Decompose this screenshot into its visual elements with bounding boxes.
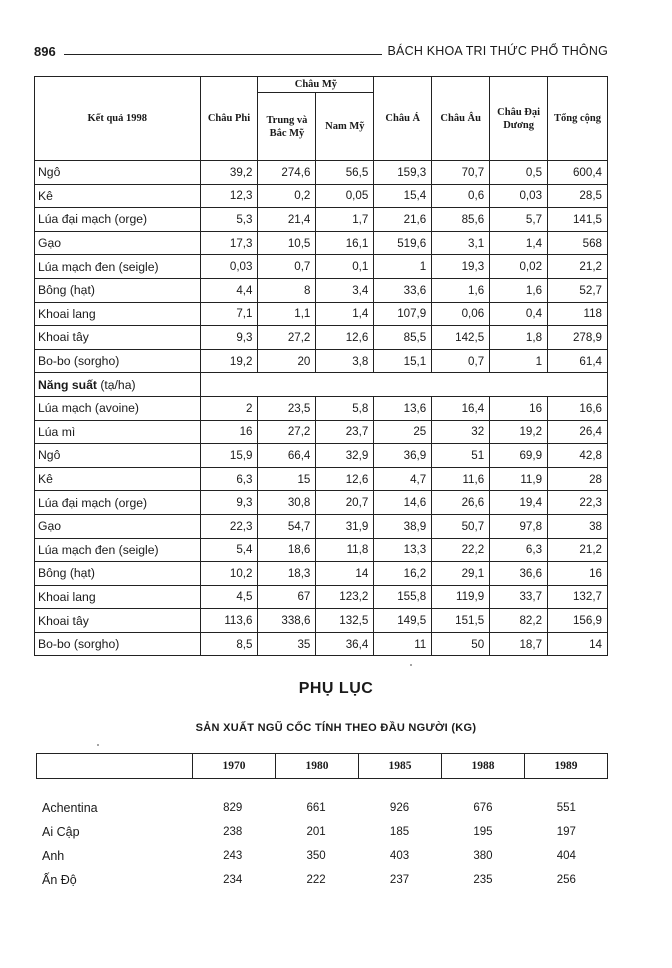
table-cell: 14,6 xyxy=(374,491,432,515)
table-cell: 132,7 xyxy=(548,585,608,609)
row-label: Bo-bo (sorgho) xyxy=(35,632,201,656)
table-cell: 12,3 xyxy=(200,184,258,208)
table-cell: 155,8 xyxy=(374,585,432,609)
section-title: Năng suất xyxy=(38,377,97,392)
table-cell: 9,3 xyxy=(200,326,258,350)
year-header: 1985 xyxy=(359,754,442,778)
row-label: Bông (hạt) xyxy=(35,278,201,302)
table-row xyxy=(35,444,608,468)
appendix-subtitle: SẢN XUẤT NGŨ CỐC TÍNH THEO ĐẦU NGƯỜI (KG) xyxy=(195,722,477,734)
table-cell: 119,9 xyxy=(432,585,490,609)
table-row xyxy=(35,208,608,232)
table-cell: 15,9 xyxy=(200,444,258,468)
table-cell: 33,6 xyxy=(374,278,432,302)
table-cell: 33,7 xyxy=(490,585,548,609)
row-label: Bo-bo (sorgho) xyxy=(35,349,201,373)
year-header: 1988 xyxy=(442,754,525,778)
col-header: Trung và Bắc Mỹ xyxy=(258,93,316,161)
table-cell: 2 xyxy=(200,396,258,420)
table-cell: 142,5 xyxy=(432,326,490,350)
table-cell: 26,6 xyxy=(432,491,490,515)
table-cell: 0,1 xyxy=(316,255,374,279)
table-row xyxy=(35,562,608,586)
table-cell: 278,9 xyxy=(548,326,608,350)
table-cell: 0,05 xyxy=(316,184,374,208)
table-cell: 28 xyxy=(548,467,608,491)
row-label: Lúa đại mạch (orge) xyxy=(35,491,201,515)
table-cell: 18,3 xyxy=(258,562,316,586)
table-cell: 16 xyxy=(200,420,258,444)
row-label: Lúa mạch (avoine) xyxy=(35,396,201,420)
table-row xyxy=(35,302,608,326)
table-cell: 21,4 xyxy=(258,208,316,232)
per-capita-value: 222 xyxy=(306,874,326,886)
table-cell: 0,06 xyxy=(432,302,490,326)
country-name: Anh xyxy=(42,849,65,863)
row-label: Lúa mạch đen (seigle) xyxy=(35,255,201,279)
table-cell: 26,4 xyxy=(548,420,608,444)
country-name: Ai Cập xyxy=(42,825,80,839)
table-cell: 5,7 xyxy=(490,208,548,232)
table-cell: 21,6 xyxy=(374,208,432,232)
table-cell: 568 xyxy=(548,231,608,255)
section-unit: (tạ/ha) xyxy=(100,377,136,392)
table-cell: 61,4 xyxy=(548,349,608,373)
table-cell: 50 xyxy=(432,632,490,656)
table-cell: 0,03 xyxy=(200,255,258,279)
table-cell: 0,7 xyxy=(258,255,316,279)
table-cell: 27,2 xyxy=(258,326,316,350)
table-cell: 118 xyxy=(548,302,608,326)
table-cell: 54,7 xyxy=(258,514,316,538)
table-cell: 16,4 xyxy=(432,396,490,420)
table-cell: 0,2 xyxy=(258,184,316,208)
table-cell: 16,6 xyxy=(548,396,608,420)
table-cell: 6,3 xyxy=(200,467,258,491)
table-cell: 123,2 xyxy=(316,585,374,609)
table-cell: 52,7 xyxy=(548,278,608,302)
table-cell: 1 xyxy=(490,349,548,373)
table-cell: 156,9 xyxy=(548,609,608,633)
table-cell: 8 xyxy=(258,278,316,302)
table-cell: 85,5 xyxy=(374,326,432,350)
table-cell: 36,4 xyxy=(316,632,374,656)
table-cell: 11,6 xyxy=(432,467,490,491)
table-cell: 70,7 xyxy=(432,161,490,185)
per-capita-value: 403 xyxy=(389,850,410,862)
row-label: Kê xyxy=(35,467,201,491)
table-cell: 14 xyxy=(548,632,608,656)
page-number: 896 xyxy=(34,44,56,59)
table-cell: 19,2 xyxy=(490,420,548,444)
table-cell: 12,6 xyxy=(316,467,374,491)
per-capita-value: 404 xyxy=(556,850,576,862)
table-row xyxy=(35,420,608,444)
table-cell: 18,6 xyxy=(258,538,316,562)
table-cell: 85,6 xyxy=(432,208,490,232)
table-row xyxy=(35,467,608,491)
year-header: 1989 xyxy=(554,760,578,772)
col-header: Châu Phi xyxy=(200,77,258,161)
speck xyxy=(410,664,412,666)
table-cell: 15,4 xyxy=(374,184,432,208)
table-cell: 22,2 xyxy=(432,538,490,562)
per-capita-value: 350 xyxy=(306,850,326,862)
table-cell: 1,4 xyxy=(316,302,374,326)
table-cell: 5,8 xyxy=(316,396,374,420)
table-cell: 9,3 xyxy=(200,491,258,515)
table-cell: 519,6 xyxy=(374,231,432,255)
table-cell: 1,1 xyxy=(258,302,316,326)
table-cell: 17,3 xyxy=(200,231,258,255)
row-label: Lúa mạch đen (seigle) xyxy=(35,538,201,562)
table-cell: 19,4 xyxy=(490,491,548,515)
table-cell: 20,7 xyxy=(316,491,374,515)
results-table xyxy=(34,76,608,656)
per-capita-value: 235 xyxy=(473,874,493,886)
row-label: Khoai lang xyxy=(35,585,201,609)
table-cell: 10,2 xyxy=(200,562,258,586)
table-cell: 113,6 xyxy=(200,609,258,633)
table-cell: 21,2 xyxy=(548,255,608,279)
book-title: BÁCH KHOA TRI THỨC PHỔ THÔNG xyxy=(387,44,608,58)
table-cell: 0,5 xyxy=(490,161,548,185)
table-cell: 5,3 xyxy=(200,208,258,232)
year-header-blank xyxy=(37,754,193,778)
table-cell: 0,4 xyxy=(490,302,548,326)
country-name: Achentina xyxy=(42,801,98,815)
table-cell: 338,6 xyxy=(258,609,316,633)
table-cell: 28,5 xyxy=(548,184,608,208)
section-spacer xyxy=(200,373,607,397)
per-capita-value: 234 xyxy=(223,874,243,886)
table-cell: 19,3 xyxy=(432,255,490,279)
table-cell: 51 xyxy=(432,444,490,468)
row-label: Gạo xyxy=(35,514,201,538)
list-item xyxy=(36,820,608,844)
table-cell: 38,9 xyxy=(374,514,432,538)
list-item xyxy=(36,796,608,820)
table-cell: 6,3 xyxy=(490,538,548,562)
table-cell: 0,02 xyxy=(490,255,548,279)
table-cell: 16 xyxy=(548,562,608,586)
table-cell: 36,9 xyxy=(374,444,432,468)
table-cell: 22,3 xyxy=(548,491,608,515)
table-cell: 66,4 xyxy=(258,444,316,468)
per-capita-value: 829 xyxy=(223,802,243,814)
row-label: Gạo xyxy=(35,231,201,255)
col-header: Tổng cộng xyxy=(548,77,608,161)
table-cell: 27,2 xyxy=(258,420,316,444)
page-header xyxy=(34,44,608,64)
table-cell: 151,5 xyxy=(432,609,490,633)
table-cell: 600,4 xyxy=(548,161,608,185)
table-cell: 32 xyxy=(432,420,490,444)
per-capita-value: 551 xyxy=(556,802,576,814)
table-cell: 13,3 xyxy=(374,538,432,562)
table-row xyxy=(35,255,608,279)
header-rule xyxy=(64,54,382,55)
table-cell: 30,8 xyxy=(258,491,316,515)
table-cell: 32,9 xyxy=(316,444,374,468)
col-header: Châu Âu xyxy=(432,77,490,161)
per-capita-value: 237 xyxy=(389,874,410,886)
table-cell: 132,5 xyxy=(316,609,374,633)
table-cell: 1,6 xyxy=(432,278,490,302)
year-header: 1970 xyxy=(193,754,276,778)
table-cell: 10,5 xyxy=(258,231,316,255)
table-cell: 107,9 xyxy=(374,302,432,326)
table-row xyxy=(35,491,608,515)
table-cell: 21,2 xyxy=(548,538,608,562)
list-item xyxy=(36,868,608,892)
table-row xyxy=(35,585,608,609)
table-cell: 67 xyxy=(258,585,316,609)
table-cell: 23,5 xyxy=(258,396,316,420)
row-label: Khoai lang xyxy=(35,302,201,326)
yield-section xyxy=(35,373,608,397)
per-capita-value: 243 xyxy=(223,850,243,862)
group-header: Châu Mỹ xyxy=(258,77,374,93)
table-cell: 23,7 xyxy=(316,420,374,444)
list-item xyxy=(36,844,608,868)
table-cell: 97,8 xyxy=(490,514,548,538)
col-header: Châu Đại Dương xyxy=(490,77,548,161)
row-label: Ngô xyxy=(35,444,201,468)
table-cell: 31,9 xyxy=(316,514,374,538)
row-label: Lúa mì xyxy=(35,420,201,444)
table-cell: 0,6 xyxy=(432,184,490,208)
table-cell: 149,5 xyxy=(374,609,432,633)
corner-header: Kết quả 1998 xyxy=(35,77,201,161)
production-rows xyxy=(35,161,608,373)
row-label: Bông (hạt) xyxy=(35,562,201,586)
per-capita-value: 197 xyxy=(556,826,576,838)
table-cell: 56,5 xyxy=(316,161,374,185)
per-capita-value: 926 xyxy=(389,802,410,814)
table-cell: 3,1 xyxy=(432,231,490,255)
table-cell: 1,7 xyxy=(316,208,374,232)
per-capita-value: 195 xyxy=(473,826,493,838)
table-cell: 1 xyxy=(374,255,432,279)
per-capita-value: 380 xyxy=(473,850,493,862)
col-header: Nam Mỹ xyxy=(316,93,374,161)
section-label xyxy=(35,373,201,397)
table-cell: 159,3 xyxy=(374,161,432,185)
table-cell: 36,6 xyxy=(490,562,548,586)
table-row xyxy=(35,349,608,373)
table-row xyxy=(35,514,608,538)
table-cell: 18,7 xyxy=(490,632,548,656)
per-capita-value: 201 xyxy=(306,826,326,838)
table-cell: 22,3 xyxy=(200,514,258,538)
table-cell: 3,8 xyxy=(316,349,374,373)
per-capita-value: 238 xyxy=(223,826,243,838)
appendix-title: PHỤ LỤC xyxy=(298,680,374,697)
table-cell: 11,9 xyxy=(490,467,548,491)
per-capita-value: 256 xyxy=(556,874,576,886)
table-row xyxy=(35,278,608,302)
row-label: Khoai tây xyxy=(35,326,201,350)
table-cell: 16 xyxy=(490,396,548,420)
row-label: Kê xyxy=(35,184,201,208)
table-cell: 4,7 xyxy=(374,467,432,491)
table-cell: 39,2 xyxy=(200,161,258,185)
table-cell: 1,4 xyxy=(490,231,548,255)
col-header: Châu Á xyxy=(374,77,432,161)
table-cell: 274,6 xyxy=(258,161,316,185)
table-cell: 11,8 xyxy=(316,538,374,562)
year-header: 1980 xyxy=(276,754,359,778)
table-cell: 16,1 xyxy=(316,231,374,255)
table-row xyxy=(35,161,608,185)
table-cell: 8,5 xyxy=(200,632,258,656)
speck xyxy=(97,744,99,746)
table-cell: 5,4 xyxy=(200,538,258,562)
table-row xyxy=(35,326,608,350)
table-cell: 7,1 xyxy=(200,302,258,326)
table-cell: 19,2 xyxy=(200,349,258,373)
table-cell: 141,5 xyxy=(548,208,608,232)
table-cell: 13,6 xyxy=(374,396,432,420)
table-cell: 69,9 xyxy=(490,444,548,468)
per-capita-value: 185 xyxy=(389,826,410,838)
table-row xyxy=(35,538,608,562)
year-header-row xyxy=(36,753,608,779)
table-cell: 0,03 xyxy=(490,184,548,208)
country-name: Ấn Độ xyxy=(42,873,77,887)
table-cell: 35 xyxy=(258,632,316,656)
table-cell: 15 xyxy=(258,467,316,491)
table-cell: 1,6 xyxy=(490,278,548,302)
table-cell: 50,7 xyxy=(432,514,490,538)
table-cell: 12,6 xyxy=(316,326,374,350)
per-capita-value: 676 xyxy=(473,802,493,814)
table-cell: 38 xyxy=(548,514,608,538)
table-cell: 1,8 xyxy=(490,326,548,350)
table-cell: 20 xyxy=(258,349,316,373)
row-label: Lúa đại mạch (orge) xyxy=(35,208,201,232)
table-cell: 16,2 xyxy=(374,562,432,586)
table-cell: 14 xyxy=(316,562,374,586)
table-cell: 3,4 xyxy=(316,278,374,302)
per-capita-value: 661 xyxy=(306,802,326,814)
table-cell: 4,5 xyxy=(200,585,258,609)
table-cell: 11 xyxy=(374,632,432,656)
table-row xyxy=(35,184,608,208)
table-row xyxy=(35,231,608,255)
table-row xyxy=(35,632,608,656)
per-capita-table xyxy=(36,796,608,892)
table-cell: 25 xyxy=(374,420,432,444)
table-row xyxy=(35,396,608,420)
row-label: Ngô xyxy=(35,161,201,185)
table-cell: 0,7 xyxy=(432,349,490,373)
table-cell: 15,1 xyxy=(374,349,432,373)
table-cell: 42,8 xyxy=(548,444,608,468)
table-cell: 4,4 xyxy=(200,278,258,302)
row-label: Khoai tây xyxy=(35,609,201,633)
yield-rows xyxy=(35,396,608,656)
table-row xyxy=(35,609,608,633)
table-cell: 29,1 xyxy=(432,562,490,586)
table-cell: 82,2 xyxy=(490,609,548,633)
